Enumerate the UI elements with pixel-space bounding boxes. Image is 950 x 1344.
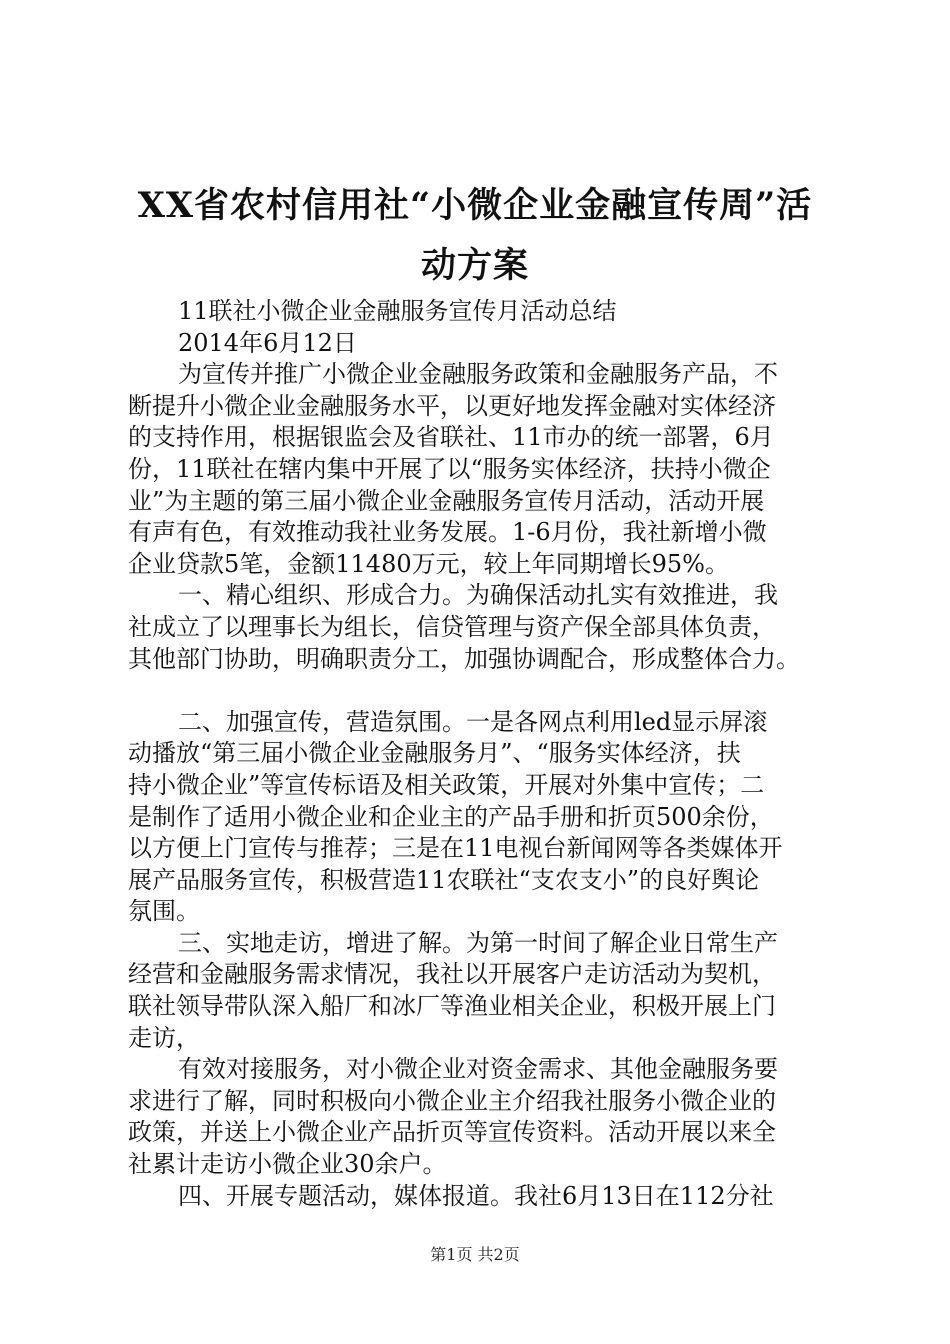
paragraph-line: 断提升小微企业金融服务水平，以更好地发挥金融对实体经济	[128, 391, 776, 420]
paragraph-line: 四、开展专题活动，媒体报道。我社6月13日在112分社	[178, 1181, 774, 1210]
paragraph-line: 是制作了适用小微企业和企业主的产品手册和折页500余份，	[128, 802, 774, 831]
paragraph-line: 为宣传并推广小微企业金融服务政策和金融服务产品，不	[178, 360, 778, 389]
blank-line	[128, 675, 836, 707]
document-title	[120, 176, 830, 296]
page-footer: 第1页 共2页	[430, 1245, 520, 1264]
paragraph-line: 份，11联社在辖内集中开展了以“服务实体经济，扶持小微企	[128, 454, 771, 483]
paragraph-line: 二、加强宣传，营造氛围。一是各网点利用led显示屏滚	[178, 707, 768, 736]
paragraph-line: 其他部门协助，明确职责分工，加强协调配合，形成整体合力。	[128, 644, 800, 673]
date-line: 2014年6月12日	[178, 328, 357, 357]
paragraph-line: 求进行了解，同时积极向小微企业主介绍我社服务小微企业的	[128, 1086, 776, 1115]
paragraph-line: 企业贷款5笔，金额11480万元，较上年同期增长95%。	[128, 549, 729, 578]
paragraph-line: 业”为主题的第三届小微企业金融服务宣传月活动，活动开展	[128, 486, 765, 515]
paragraph-line: 氛围。	[128, 897, 200, 926]
paragraph-line: 展产品服务宣传，积极营造11农联社“支农支小”的良好舆论	[128, 865, 760, 894]
paragraph-line: 有效对接服务，对小微企业对资金需求、其他金融服务要	[178, 1055, 778, 1084]
paragraph-line: 联社领导带队深入船厂和冰厂等渔业相关企业，积极开展上门	[128, 992, 776, 1021]
paragraph-line: 社成立了以理事长为组长，信贷管理与资产保全部具体负责，	[128, 612, 776, 641]
paragraph-line: 的支持作用，根据银监会及省联社、11市办的统一部署，6月	[128, 423, 774, 452]
paragraph-line: 以方便上门宣传与推荐；三是在11电视台新闻网等各类媒体开	[128, 834, 783, 863]
paragraph-line: 动播放“第三届小微企业金融服务月”、“服务实体经济，扶	[128, 739, 741, 768]
subtitle-line: 11联社小微企业金融服务宣传月活动总结	[178, 297, 617, 325]
paragraph-line: 政策，并送上小微企业产品折页等宣传资料。活动开展以来全	[128, 1118, 776, 1147]
paragraph-line: 持小微企业”等宣传标语及相关政策，开展对外集中宣传；二	[128, 770, 765, 799]
document-body	[128, 296, 836, 1212]
paragraph-line: 三、实地走访，增进了解。为第一时间了解企业日常生产	[178, 928, 778, 957]
paragraph-line: 一、精心组织、形成合力。为确保活动扎实有效推进，我	[178, 581, 778, 610]
paragraph-line: 有声有色，有效推动我社业务发展。1-6月份，我社新增小微	[128, 518, 767, 547]
paragraph-line: 经营和金融服务需求情况，我社以开展客户走访活动为契机，	[128, 960, 776, 989]
title-line-2: 动方案	[420, 245, 529, 286]
paragraph-line: 走访，	[128, 1023, 200, 1052]
paragraph-line: 社累计走访小微企业30余户。	[128, 1150, 447, 1179]
title-line-1: XX省农村信用社“小微企业金融宣传周”活	[137, 185, 813, 226]
